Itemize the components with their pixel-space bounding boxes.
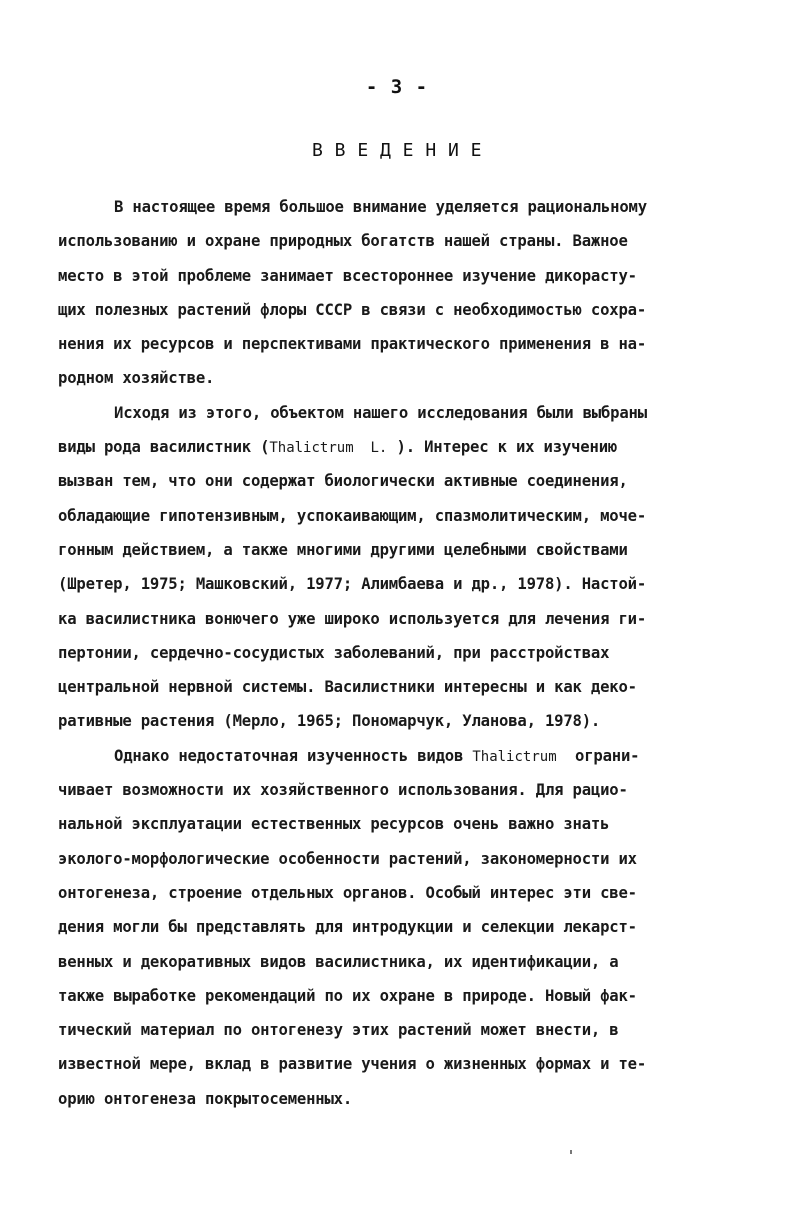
text-line bbox=[58, 533, 758, 567]
text-segment: дения могли бы представлять для интродукции и селекции лекарст- bbox=[58, 918, 637, 937]
latin-taxon-name: Thalictrum L. bbox=[269, 440, 388, 457]
text-segment: родном хозяйстве. bbox=[58, 369, 215, 388]
text-segment: Однако недостаточная изученность видов bbox=[114, 746, 473, 765]
text-line bbox=[58, 464, 758, 498]
text-segment: виды рода василистник ( bbox=[58, 438, 270, 457]
text-segment: вызван тем, что они содержат биологически активные соединения, bbox=[58, 472, 628, 491]
text-line bbox=[58, 327, 758, 361]
text-segment: центральной нервной системы. Василистники интересны и как деко- bbox=[58, 678, 637, 697]
text-line bbox=[58, 499, 758, 533]
text-line bbox=[58, 773, 758, 807]
text-segment: нения их ресурсов и перспективами практического применения в на- bbox=[58, 335, 647, 354]
text-segment: место в этой проблеме занимает всестороннее изучение дикорасту- bbox=[58, 266, 637, 285]
text-line bbox=[58, 396, 758, 430]
text-line bbox=[58, 190, 758, 224]
text-line bbox=[58, 636, 758, 670]
text-segment: использованию и охране природных богатств нашей страны. Важное bbox=[58, 232, 628, 251]
text-line bbox=[58, 1013, 758, 1047]
text-segment: орию онтогенеза покрытосеменных. bbox=[58, 1089, 353, 1108]
stray-mark bbox=[570, 1150, 572, 1154]
text-segment: ка василистника вонючего уже широко используется для лечения ги- bbox=[58, 609, 647, 628]
text-line bbox=[58, 430, 758, 464]
text-line bbox=[58, 224, 758, 258]
text-line bbox=[58, 945, 758, 979]
text-segment: обладающие гипотензивным, успокаивающим, спазмолитическим, моче- bbox=[58, 506, 647, 525]
text-line bbox=[58, 670, 758, 704]
text-segment: В настоящее время большое внимание уделяется рациональному bbox=[114, 198, 647, 216]
text-segment: также выработке рекомендаций по их охране в природе. Новый фак- bbox=[58, 986, 637, 1005]
text-segment: гонным действием, а также многими другими целебными свойствами bbox=[58, 540, 628, 559]
text-segment: ративные растения (Мерло, 1965; Пономарчук, Уланова, 1978). bbox=[58, 712, 601, 731]
text-line bbox=[58, 567, 758, 601]
text-line bbox=[58, 361, 758, 395]
text-line bbox=[58, 807, 758, 841]
text-line bbox=[58, 1082, 758, 1116]
text-segment: Исходя из этого, объектом нашего исследования были выбраны bbox=[114, 403, 647, 422]
text-line bbox=[58, 602, 758, 636]
text-segment: известной мере, вклад в развитие учения о жизненных формах и те- bbox=[58, 1055, 647, 1074]
text-line bbox=[58, 739, 758, 773]
text-segment: пертонии, сердечно-сосудистых заболеваний, при расстройствах bbox=[58, 643, 610, 662]
body-text bbox=[58, 190, 758, 1116]
text-line bbox=[58, 876, 758, 910]
text-segment: (Шретер, 1975; Машковский, 1977; Алимбаева и др., 1978). Настой- bbox=[58, 575, 647, 594]
text-line bbox=[58, 1047, 758, 1081]
text-segment: онтогенеза, строение отдельных органов. Особый интерес эти све- bbox=[58, 883, 637, 902]
text-line bbox=[58, 979, 758, 1013]
text-segment: чивает возможности их хозяйственного использования. Для рацио- bbox=[58, 781, 628, 800]
text-segment: нальной эксплуатации естественных ресурсов очень важно знать bbox=[58, 815, 610, 834]
latin-taxon-name: Thalictrum bbox=[472, 748, 557, 765]
text-line bbox=[58, 910, 758, 944]
text-segment: эколого-морфологические особенности растений, закономерности их bbox=[58, 849, 637, 868]
text-segment: щих полезных растений флоры СССР в связи с необходимостью сохра- bbox=[58, 300, 647, 319]
text-line bbox=[58, 704, 758, 738]
text-line bbox=[58, 842, 758, 876]
section-heading: В В Е Д Е Н И Е bbox=[311, 140, 483, 161]
text-line bbox=[58, 293, 758, 327]
text-segment: ). Интерес к их изучению bbox=[387, 438, 618, 457]
text-segment: венных и декоративных видов василистника, их идентификации, а bbox=[58, 952, 619, 971]
text-line bbox=[58, 259, 758, 293]
text-segment: ограни- bbox=[556, 746, 640, 765]
page-number: - 3 - bbox=[365, 76, 429, 98]
text-segment: тический материал по онтогенезу этих растений может внести, в bbox=[58, 1021, 619, 1040]
